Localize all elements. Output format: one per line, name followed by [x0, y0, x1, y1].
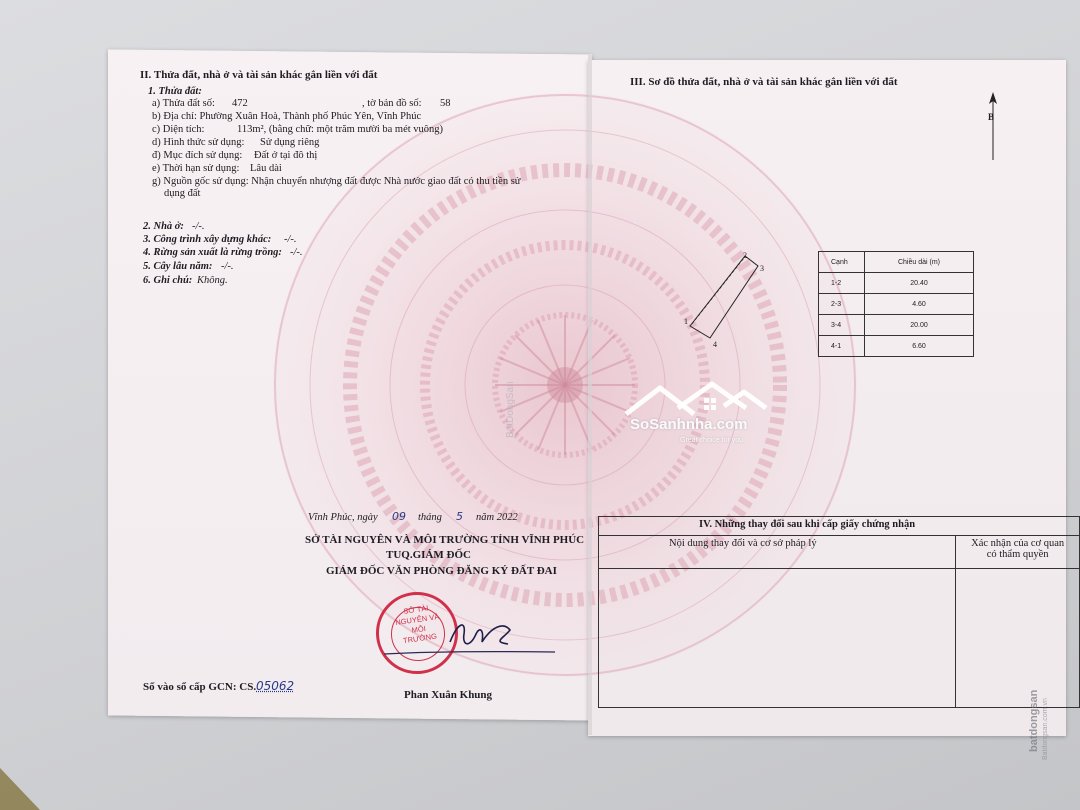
section-ii-title: II. Thửa đất, nhà ở và tài sản khác gắn liền với đất [140, 69, 378, 81]
diagram-point-3: 3 [760, 264, 764, 273]
signature [380, 612, 560, 662]
origin-line-2: dụng đất [164, 188, 201, 199]
construction-label: 3. Công trình xây dựng khác: [143, 234, 272, 245]
side-watermark-sub: Batdongsan.com.vn [1042, 698, 1049, 760]
changes-table [598, 516, 1080, 708]
perennial-value: -/-. [221, 261, 234, 272]
diagram-point-1: 1 [684, 317, 688, 326]
table-row [819, 336, 974, 357]
table-row [599, 517, 1080, 536]
signer-name: Phan Xuân Khung [404, 689, 493, 701]
usage-term-label: e) Thời hạn sử dụng: [152, 163, 240, 174]
house-label: 2. Nhà ở: [143, 221, 184, 232]
table-row [819, 273, 974, 294]
date-year: năm 2022 [476, 512, 518, 523]
usage-form-value: Sử dụng riêng [260, 137, 320, 148]
changes-content-cell [599, 569, 956, 708]
seal-text: SỞ TÀI NGUYÊN VÀ MÔI TRƯỜNG [394, 603, 440, 646]
watermark-brand: SoSanhnha.com [630, 416, 748, 433]
north-label: B [988, 112, 995, 122]
forest-value: -/-. [290, 247, 303, 258]
length-cell: 4.60 [865, 294, 974, 315]
table-row [599, 536, 1080, 569]
length-cell: 6.60 [865, 336, 974, 357]
diagram-point-2: 2 [743, 251, 747, 260]
usage-term-value: Lâu dài [250, 163, 282, 174]
date-day: 09 [392, 510, 406, 523]
origin-line-1: g) Nguồn gốc sử dụng: Nhận chuyển nhượng đất được Nhà nước giao đất có thu tiền sử [152, 176, 521, 187]
table-row [599, 569, 1080, 708]
address-line: b) Địa chỉ: Phường Xuân Hoà, Thành phố Phúc Yên, Vĩnh Phúc [152, 111, 422, 122]
parcel-number-label: a) Thửa đất số: [152, 98, 215, 109]
length-header: Chiều dài (m) [865, 252, 974, 273]
note-label: 6. Ghi chú: [143, 275, 193, 286]
date-prefix: Vĩnh Phúc, ngày [308, 512, 378, 523]
house-value: -/-. [192, 221, 205, 232]
side-watermark: batdongsan [1028, 689, 1040, 752]
changes-col2-line2: có thẩm quyền [986, 549, 1049, 560]
changes-col2-line1: Xác nhận của cơ quan [971, 538, 1065, 549]
edge-header: Cạnh [819, 252, 865, 273]
center-watermark: BatDongSan [505, 381, 516, 438]
table-row [819, 294, 974, 315]
registry-value: 05062 [256, 679, 295, 693]
date-month: 5 [456, 510, 463, 523]
edge-cell: 1-2 [819, 273, 865, 294]
authority-name: SỞ TÀI NGUYÊN VÀ MÔI TRƯỜNG TỈNH VĨNH PHÚC [305, 534, 585, 546]
edge-cell: 2-3 [819, 294, 865, 315]
parcel-number-value: 472 [232, 98, 248, 109]
construction-value: -/-. [284, 234, 297, 245]
usage-purpose-value: Đất ở tại đô thị [254, 150, 318, 161]
diagram-point-4: 4 [713, 340, 717, 349]
area-value: 113m², (bằng chữ: một trăm mười ba mét vuông) [237, 124, 444, 135]
edge-cell: 3-4 [819, 315, 865, 336]
changes-title: IV. Những thay đổi sau khi cấp giấy chứng nhận [599, 517, 1080, 536]
north-arrow-icon [985, 92, 1001, 160]
changes-confirm-cell [956, 569, 1080, 708]
parcel-heading: 1. Thửa đất: [148, 86, 202, 97]
table-row [819, 315, 974, 336]
map-sheet-value: 58 [440, 98, 451, 109]
perennial-label: 5. Cây lâu năm: [143, 261, 213, 272]
parcel-diagram [670, 244, 770, 354]
length-cell: 20.00 [865, 315, 974, 336]
date-month-label: tháng [418, 512, 442, 523]
length-cell: 20.40 [865, 273, 974, 294]
edge-cell: 4-1 [819, 336, 865, 357]
changes-col1-header: Nội dung thay đổi và cơ sở pháp lý [599, 536, 956, 569]
usage-form-label: d) Hình thức sử dụng: [152, 137, 245, 148]
changes-col2-header [956, 536, 1080, 569]
table-row [819, 252, 974, 273]
forest-label: 4. Rừng sản xuất là rừng trồng: [143, 247, 282, 258]
map-sheet-label: , tờ bản đồ số: [362, 98, 422, 109]
section-iii-title: III. Sơ đồ thửa đất, nhà ở và tài sản khác gắn liền với đất [630, 76, 898, 88]
edge-length-table [818, 251, 974, 357]
area-label: c) Diện tích: [152, 124, 205, 135]
on-behalf: TUQ.GIÁM ĐỐC [386, 549, 471, 561]
note-value: Không. [197, 275, 228, 286]
office-title: GIÁM ĐỐC VĂN PHÒNG ĐĂNG KÝ ĐẤT ĐAI [326, 565, 557, 577]
usage-purpose-label: đ) Mục đích sử dụng: [152, 150, 243, 161]
watermark-tagline: Great choice for you [680, 437, 744, 444]
registry-label: Số vào sổ cấp GCN: CS. [143, 681, 257, 693]
